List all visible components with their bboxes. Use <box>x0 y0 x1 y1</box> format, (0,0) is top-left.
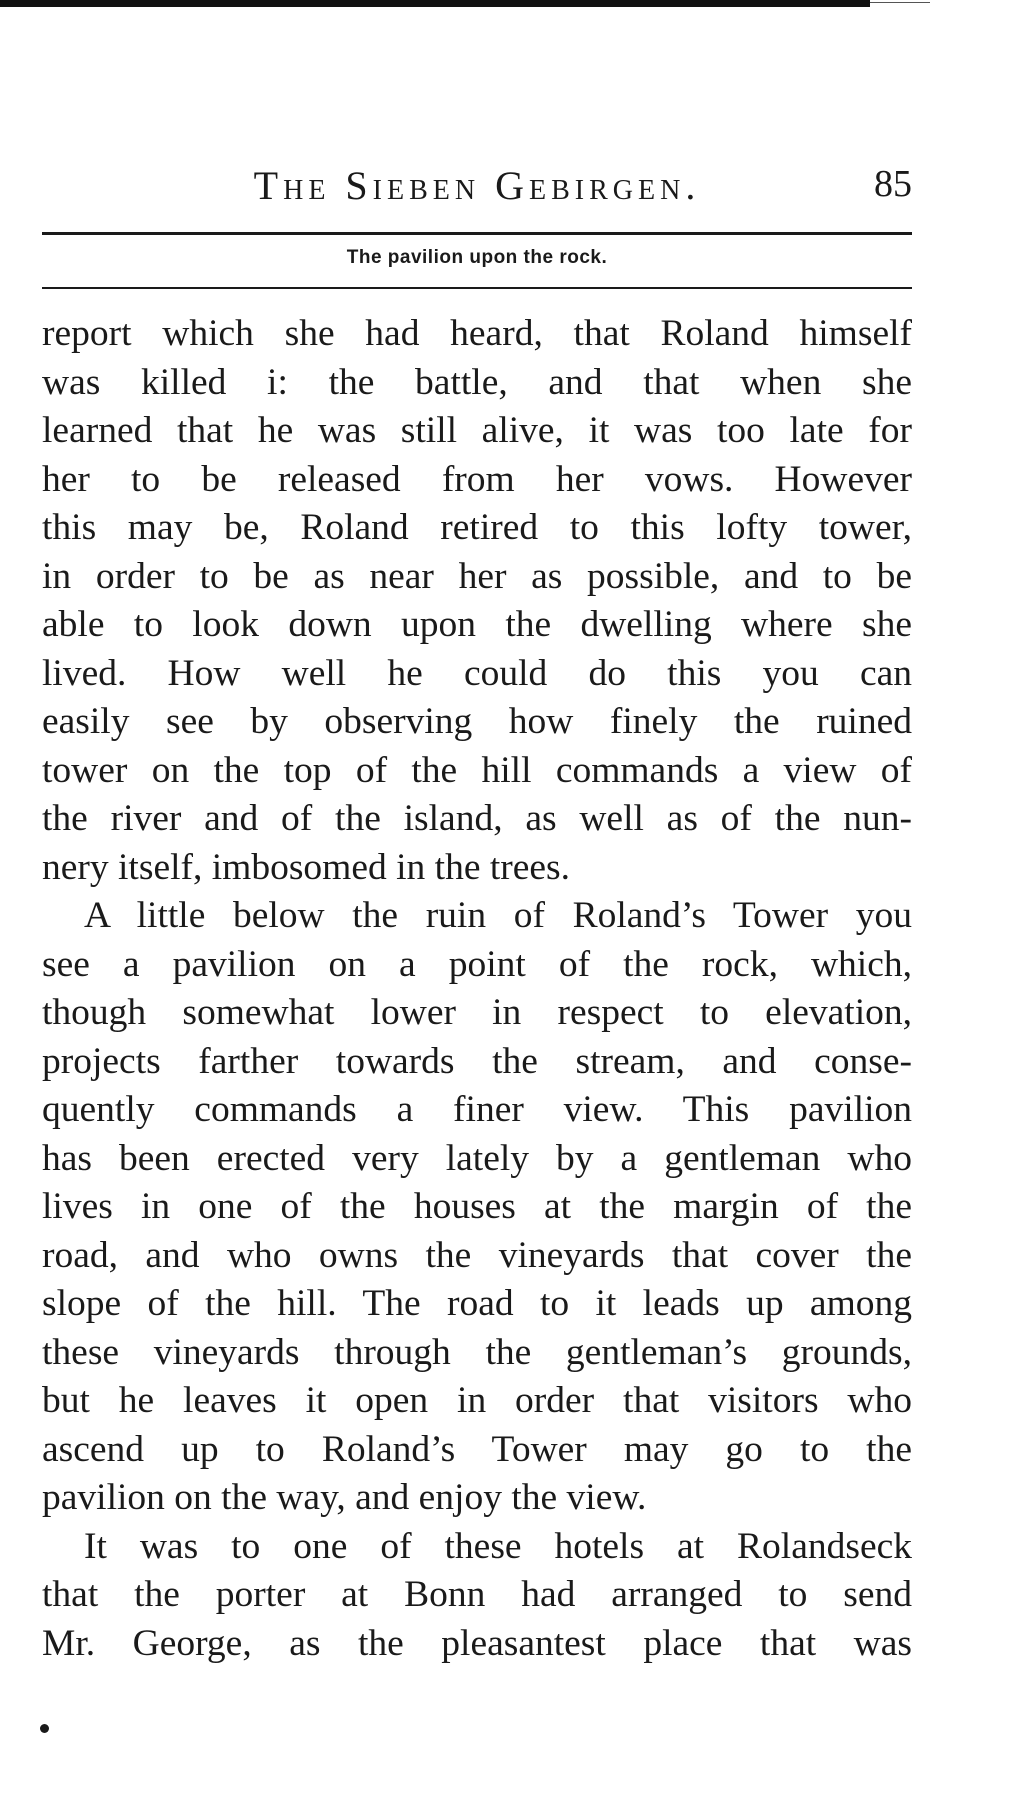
text-line: ascend up to Roland’s Tower may go to the <box>42 1428 912 1470</box>
top-edge-rule <box>0 0 870 7</box>
text-line: in order to be as near her as possible, and to be <box>42 555 912 597</box>
text-line: pavilion on the way, and enjoy the view. <box>42 1477 647 1518</box>
text-line: easily see by observing how finely the ruined <box>42 701 912 742</box>
text-line: tower on the top of the hill commands a view of <box>42 749 912 791</box>
running-title: The Sieben Gebirgen. <box>253 163 701 208</box>
text-line: her to be released from her vows. However <box>42 458 912 500</box>
text-line: quently commands a finer view. This pavilion <box>42 1089 912 1130</box>
text-line: that the porter at Bonn had arranged to send <box>42 1574 912 1615</box>
text-line: nery itself, imbosomed in the trees. <box>42 846 571 888</box>
text-line: slope of the hill. The road to it leads up among <box>42 1283 912 1324</box>
text-line: lived. How well he could do this you can <box>42 652 912 694</box>
text-line: able to look down upon the dwelling where she <box>42 604 912 645</box>
text-line: road, and who owns the vineyards that cover the <box>42 1234 912 1276</box>
header-rule-top <box>42 232 912 235</box>
text-line: the river and of the island, as well as of the nun- <box>42 798 912 839</box>
section-subhead: The pavilion upon the rock. <box>346 247 608 268</box>
text-line: report which she had heard, that Roland himself <box>42 313 912 354</box>
text-line: Mr. George, as the pleasantest place that was <box>42 1622 912 1664</box>
text-line: A little below the ruin of Roland’s Tower you <box>84 895 912 936</box>
top-edge-rule-thin <box>870 2 930 3</box>
text-line: see a pavilion on a point of the rock, which, <box>42 943 912 985</box>
text-line: this may be, Roland retired to this lofty tower, <box>42 507 912 548</box>
text-line: has been erected very lately by a gentleman who <box>42 1137 912 1179</box>
text-line: though somewhat lower in respect to elevation, <box>42 992 912 1033</box>
text-line: was killed i: the battle, and that when she <box>42 361 912 403</box>
text-line: but he leaves it open in order that visitors who <box>42 1380 912 1421</box>
page-number: 85 <box>874 163 912 205</box>
text-line: these vineyards through the gentleman’s grounds, <box>42 1331 912 1373</box>
header-rule-bottom <box>42 287 912 289</box>
ink-blot <box>40 1724 49 1733</box>
text-line: It was to one of these hotels at Rolandseck <box>84 1525 912 1567</box>
body-text <box>42 310 912 1668</box>
running-head <box>42 160 912 210</box>
text-line: learned that he was still alive, it was too late for <box>42 410 912 451</box>
text-line: projects farther towards the stream, and conse- <box>42 1040 912 1082</box>
text-line: lives in one of the houses at the margin of the <box>42 1186 912 1227</box>
